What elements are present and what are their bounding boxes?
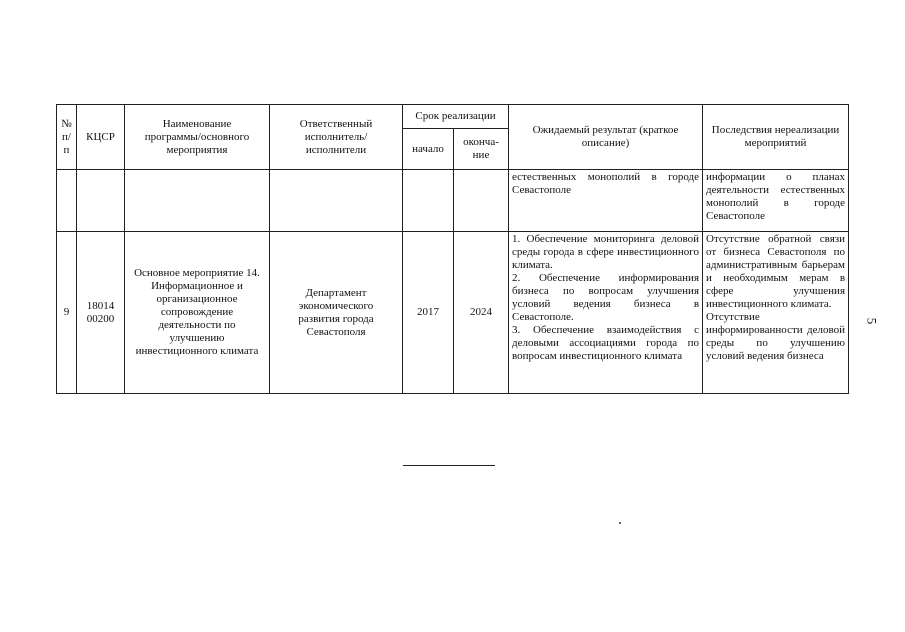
- page-number: 5: [864, 317, 880, 325]
- header-num: № п/п: [57, 105, 77, 170]
- cell-empty: [77, 170, 125, 232]
- header-expected: Ожидаемый результат (краткое описание): [509, 105, 703, 170]
- scan-speck: [619, 522, 621, 524]
- cell-expected-continuation: естественных монополий в городе Севастополе: [509, 170, 703, 232]
- table-row-continuation: [57, 170, 849, 232]
- cell-empty: [454, 170, 509, 232]
- cell-consequences-continuation: информации о планах деятельности естественных монополий в городе Севастополе: [703, 170, 849, 232]
- header-name: Наименование программы/основного мероприятия: [125, 105, 270, 170]
- consequence-item-1: Отсутствие обратной связи от бизнеса Севастополя по административным барьерам и необходимым мерам в сфере улучшения инвестиционного климата.: [706, 233, 846, 310]
- cell-consequences: [703, 232, 849, 394]
- cell-end: 2024: [454, 232, 509, 394]
- cell-responsible: Департамент экономического развития города Севастополя: [270, 232, 403, 394]
- cell-name: Основное мероприятие 14. Информационное и организационное сопровождение деятельности по улучшению инвестиционного климата: [125, 232, 270, 394]
- table-row-9: [57, 232, 849, 394]
- expected-item-1: 1. Обеспечение мониторинга деловой среды города в сфере инвестиционного климата.: [512, 233, 700, 271]
- header-row: [57, 105, 849, 129]
- cell-start: 2017: [403, 232, 454, 394]
- header-responsible: Ответственный исполнитель/ исполнители: [270, 105, 403, 170]
- cell-num: 9: [57, 232, 77, 394]
- cell-empty: [270, 170, 403, 232]
- cell-empty: [403, 170, 454, 232]
- cell-empty: [125, 170, 270, 232]
- header-end: оконча- ние: [454, 129, 509, 170]
- cell-kcsr: 18014 00200: [77, 232, 125, 394]
- header-kcsr: КЦСР: [77, 105, 125, 170]
- expected-item-2: 2. Обеспечение информирования бизнеса по вопросам улучшения условий ведения бизнеса в Севастополе.: [512, 272, 700, 323]
- program-table: [56, 104, 849, 394]
- header-period: Срок реализации: [403, 105, 509, 129]
- consequence-item-2: Отсутствие информированности деловой среды по улучшению условий ведения бизнеса: [706, 311, 846, 362]
- header-start: начало: [403, 129, 454, 170]
- expected-item-3: 3. Обеспечение взаимодействия с деловыми ассоциациями города по вопросам инвестиционного климата: [512, 324, 700, 362]
- cell-empty: [57, 170, 77, 232]
- header-consequences: Последствия нереализации мероприятий: [703, 105, 849, 170]
- cell-expected: [509, 232, 703, 394]
- end-rule: [403, 465, 495, 466]
